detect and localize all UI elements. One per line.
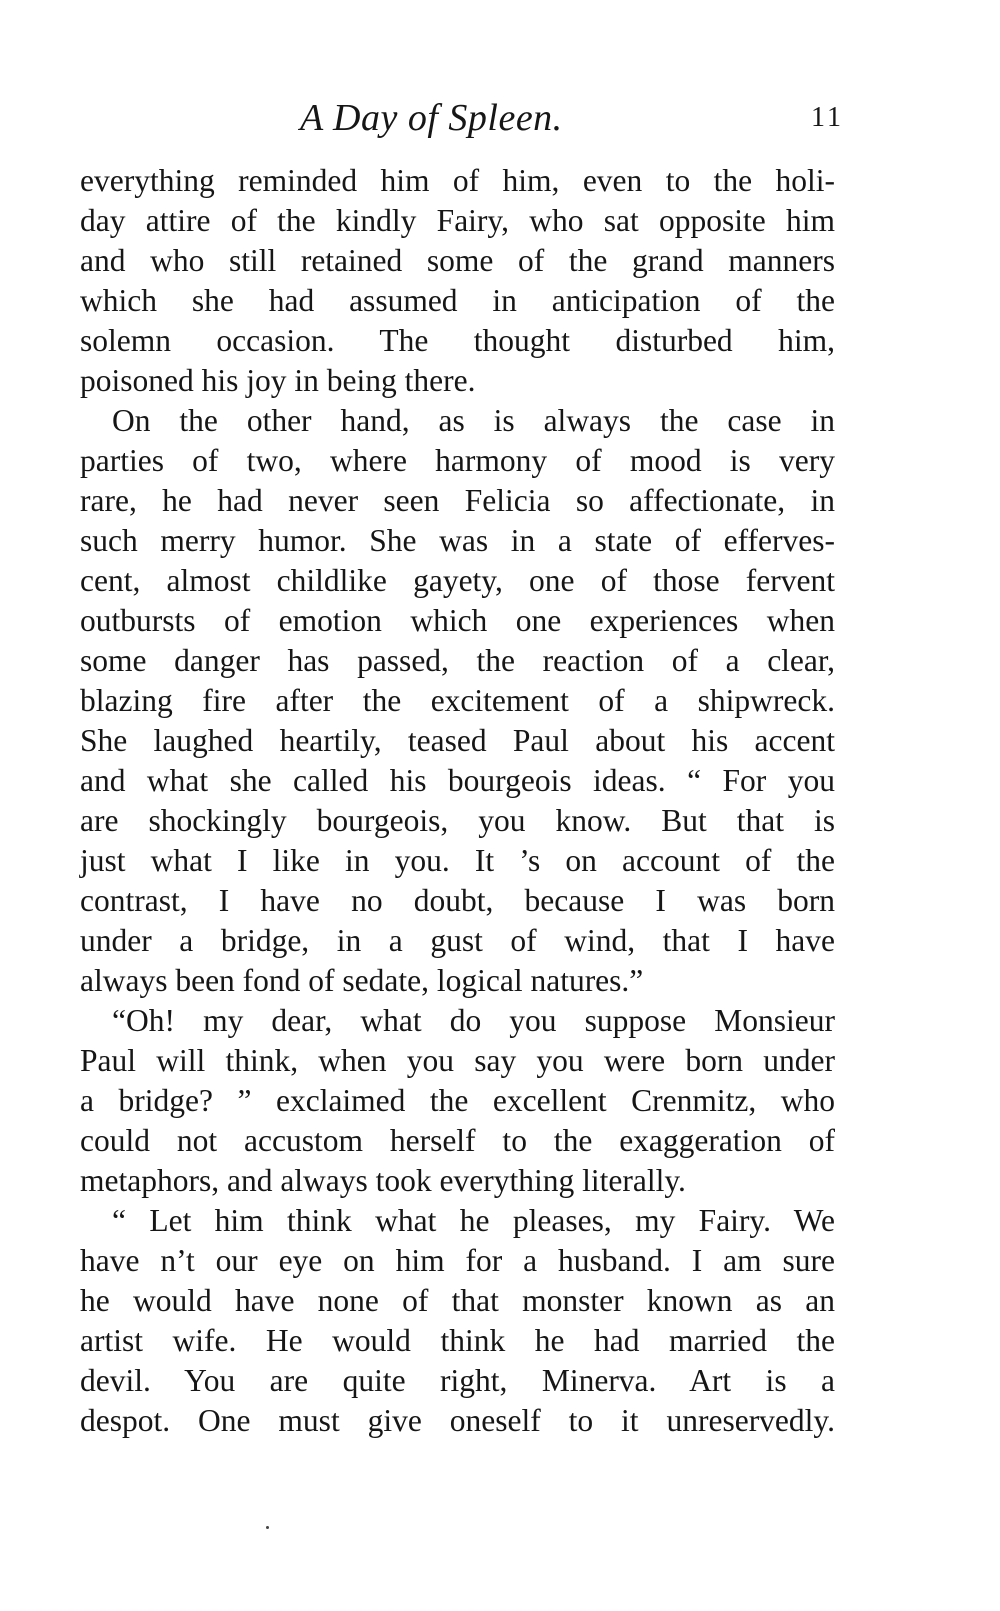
text-line: She laughed heartily, teased Paul about his accent <box>80 723 835 758</box>
text-line: which she had assumed in anticipation of the <box>80 283 835 318</box>
text-line: On the other hand, as is always the case in <box>112 403 835 438</box>
text-line: some danger has passed, the reaction of a clear, <box>80 643 835 678</box>
running-title: A Day of Spleen. <box>300 97 563 139</box>
text-line: and what she called his bourgeois ideas. “ For you <box>80 763 835 798</box>
body-text <box>80 161 835 1441</box>
text-line: under a bridge, in a gust of wind, that I have <box>80 923 835 958</box>
text-line: poisoned his joy in being there. <box>80 363 476 398</box>
text-line: artist wife. He would think he had married the <box>80 1323 835 1358</box>
text-line: he would have none of that monster known as an <box>80 1283 835 1318</box>
text-line: cent, almost childlike gayety, one of those fervent <box>80 563 835 598</box>
text-line: everything reminded him of him, even to the holi- <box>80 163 835 198</box>
text-line: blazing fire after the excitement of a shipwreck. <box>80 683 835 718</box>
text-line: are shockingly bourgeois, you know. But that is <box>80 803 835 838</box>
text-line: a bridge? ” exclaimed the excellent Crenmitz, who <box>80 1083 835 1118</box>
ink-speck <box>266 1526 269 1529</box>
text-line: “ Let him think what he pleases, my Fairy. We <box>112 1203 835 1238</box>
text-line: parties of two, where harmony of mood is very <box>80 443 835 478</box>
text-line: contrast, I have no doubt, because I was born <box>80 883 835 918</box>
text-line: could not accustom herself to the exaggeration of <box>80 1123 835 1158</box>
running-head <box>0 96 1000 146</box>
text-line: outbursts of emotion which one experiences when <box>80 603 835 638</box>
text-line: such merry humor. She was in a state of efferves- <box>80 523 835 558</box>
text-line: devil. You are quite right, Minerva. Art is a <box>80 1363 835 1398</box>
text-line: just what I like in you. It ’s on account of the <box>80 843 835 878</box>
text-line: day attire of the kindly Fairy, who sat opposite him <box>80 203 835 238</box>
text-line: have n’t our eye on him for a husband. I am sure <box>80 1243 835 1278</box>
text-line: solemn occasion. The thought disturbed him, <box>80 323 835 358</box>
text-line: metaphors, and always took everything literally. <box>80 1163 686 1198</box>
text-line: Paul will think, when you say you were born under <box>80 1043 835 1078</box>
text-line: rare, he had never seen Felicia so affectionate, in <box>80 483 835 518</box>
page-number: 11 <box>811 102 844 133</box>
text-line: despot. One must give oneself to it unreservedly. <box>80 1403 835 1438</box>
text-line: “Oh! my dear, what do you suppose Monsieur <box>112 1003 835 1038</box>
text-line: always been fond of sedate, logical natures.” <box>80 963 644 998</box>
text-line: and who still retained some of the grand manners <box>80 243 835 278</box>
